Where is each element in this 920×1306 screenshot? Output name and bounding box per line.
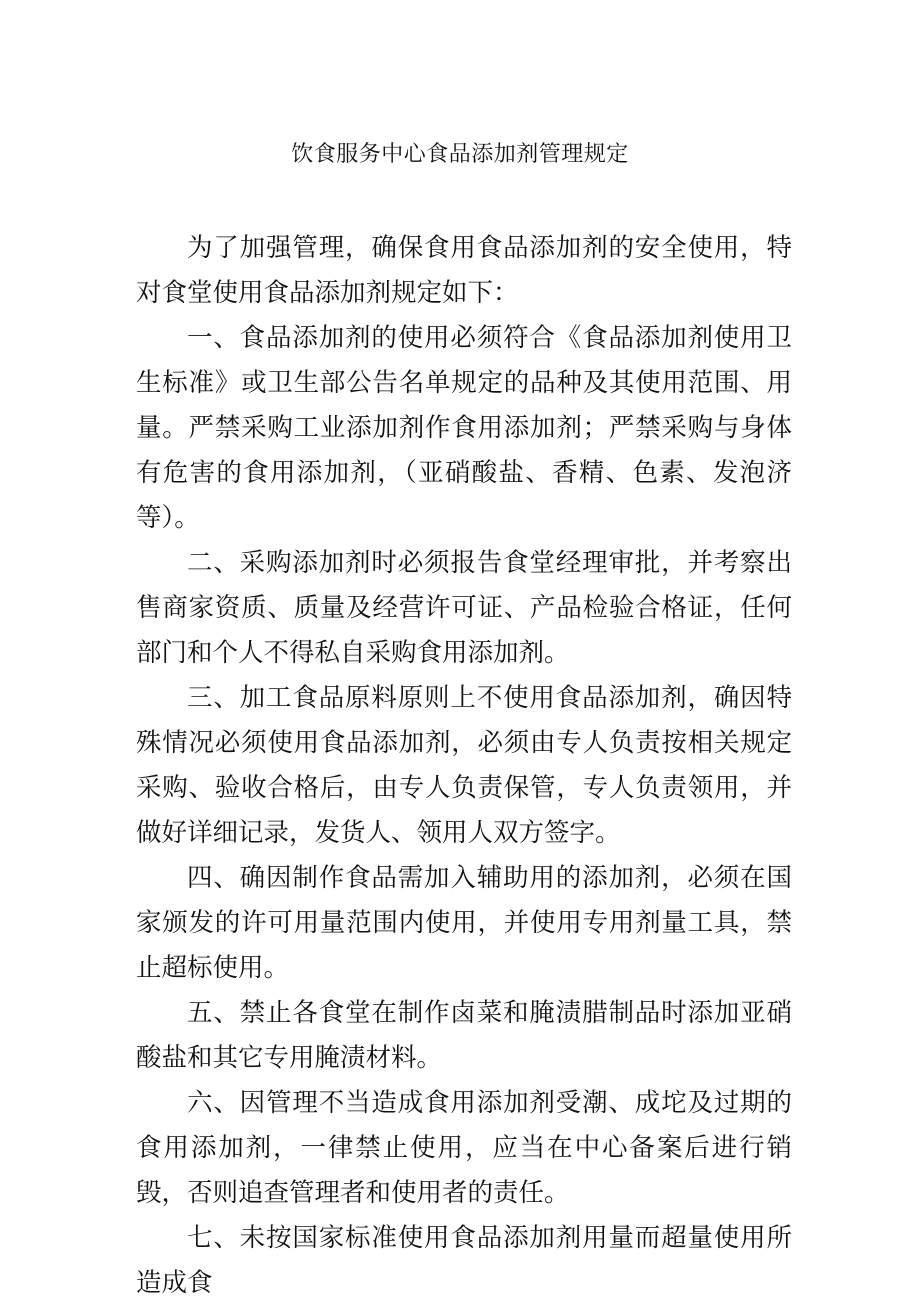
- paragraph-intro: 为了加强管理，确保食用食品添加剂的安全使用，特对食堂使用食品添加剂规定如下：: [136, 233, 792, 308]
- paragraph-rule-6: 六、因管理不当造成食用添加剂受潮、成坨及过期的食用添加剂，一律禁止使用，应当在中心备案后进行销毁，否则追查管理者和使用者的责任。: [136, 1088, 792, 1208]
- paragraph-rule-4: 四、确因制作食品需加入辅助用的添加剂，必须在国家颁发的许可用量范围内使用，并使用专用剂量工具，禁止超标使用。: [136, 863, 792, 983]
- paragraph-rule-3: 三、加工食品原料原则上不使用食品添加剂，确因特殊情况必须使用食品添加剂，必须由专人负责按相关规定采购、验收合格后，由专人负责保管，专人负责领用，并做好详细记录，发货人、领用人双方签字。: [136, 683, 792, 848]
- paragraph-rule-1: 一、食品添加剂的使用必须符合《食品添加剂使用卫生标准》或卫生部公告名单规定的品种及其使用范围、用量。严禁采购工业添加剂作食用添加剂；严禁采购与身体有危害的食用添加剂，（亚硝酸盐、香精、色素、发泡济等）。: [136, 323, 792, 533]
- paragraph-rule-5: 五、禁止各食堂在制作卤菜和腌渍腊制品时添加亚硝酸盐和其它专用腌渍材料。: [136, 998, 792, 1073]
- document-body: [136, 226, 792, 1306]
- document-title: 饮食服务中心食品添加剂管理规定: [291, 142, 629, 167]
- paragraph-rule-2: 二、采购添加剂时必须报告食堂经理审批，并考察出售商家资质、质量及经营许可证、产品检验合格证，任何部门和个人不得私自采购食用添加剂。: [136, 548, 792, 668]
- paragraph-rule-7: 七、未按国家标准使用食品添加剂用量而超量使用所造成食: [136, 1223, 792, 1298]
